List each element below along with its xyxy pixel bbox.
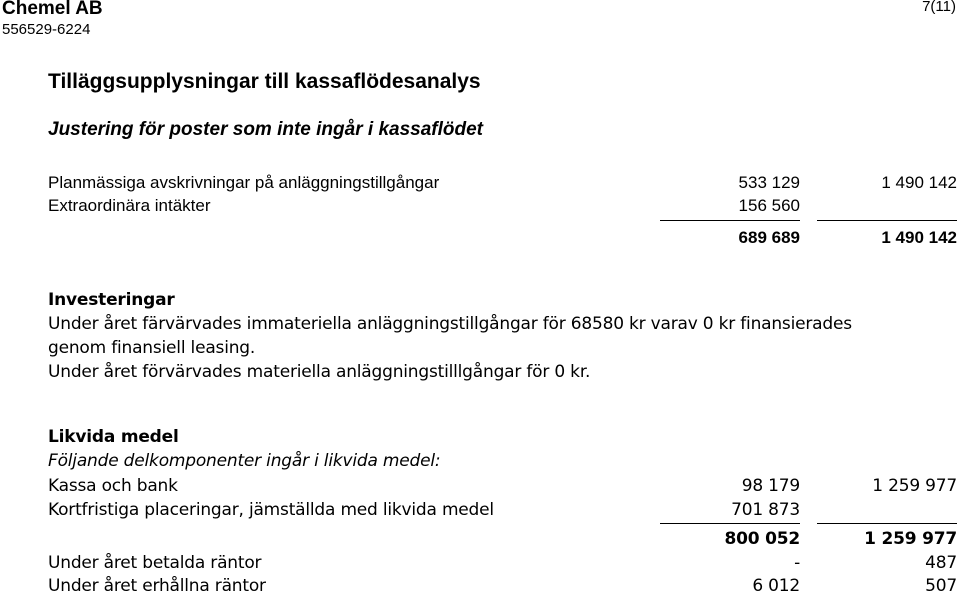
- investments-text-line: Under året färvärvades immateriella anläggningstillgångar för 68580 kr varav 0 kr finansierades: [48, 314, 852, 334]
- row-label: Kassa och bank: [48, 476, 178, 496]
- value-current: 156 560: [738, 196, 800, 215]
- row-label: Planmässiga avskrivningar på anläggningstillgångar: [48, 173, 440, 192]
- sum-rule-current: [660, 220, 800, 221]
- sum-rule-previous: [817, 220, 957, 221]
- row-label: Kortfristiga placeringar, jämställda med likvida medel: [48, 500, 494, 520]
- investments-heading: Investeringar: [48, 290, 175, 310]
- page-title: Tilläggsupplysningar till kassaflödesanalys: [48, 70, 481, 93]
- cash-heading: Likvida medel: [48, 427, 179, 447]
- value-current: 533 129: [738, 173, 800, 192]
- value-current: 98 179: [741, 476, 800, 496]
- total-previous: 1 259 977: [864, 529, 957, 549]
- adjustments-heading: Justering för poster som inte ingår i kassaflödet: [48, 119, 483, 140]
- org-number: 556529-6224: [2, 21, 91, 38]
- value-current: -: [794, 553, 800, 573]
- total-previous: 1 490 142: [881, 228, 957, 247]
- total-current: 689 689: [738, 228, 800, 247]
- value-previous: 1 259 977: [872, 476, 957, 496]
- investments-text-line: genom finansiell leasing.: [48, 338, 256, 358]
- cash-subheading: Följande delkomponenter ingår i likvida medel:: [48, 451, 441, 471]
- value-previous: 487: [925, 553, 957, 573]
- row-label: Extraordinära intäkter: [48, 196, 211, 215]
- sum-rule-current: [660, 523, 800, 524]
- sum-rule-previous: [817, 523, 957, 524]
- total-current: 800 052: [724, 529, 800, 549]
- row-label: Under året betalda räntor: [48, 553, 262, 573]
- investments-text-line: Under året förvärvades materiella anläggningstilllgångar för 0 kr.: [48, 362, 591, 382]
- value-current: 701 873: [731, 500, 800, 520]
- value-current: 6 012: [752, 576, 800, 596]
- row-label: Under året erhållna räntor: [48, 576, 266, 596]
- value-previous: 1 490 142: [881, 173, 957, 192]
- page-number: 7(11): [922, 0, 956, 15]
- value-previous: 507: [925, 576, 957, 596]
- company-name: Chemel AB: [2, 0, 103, 19]
